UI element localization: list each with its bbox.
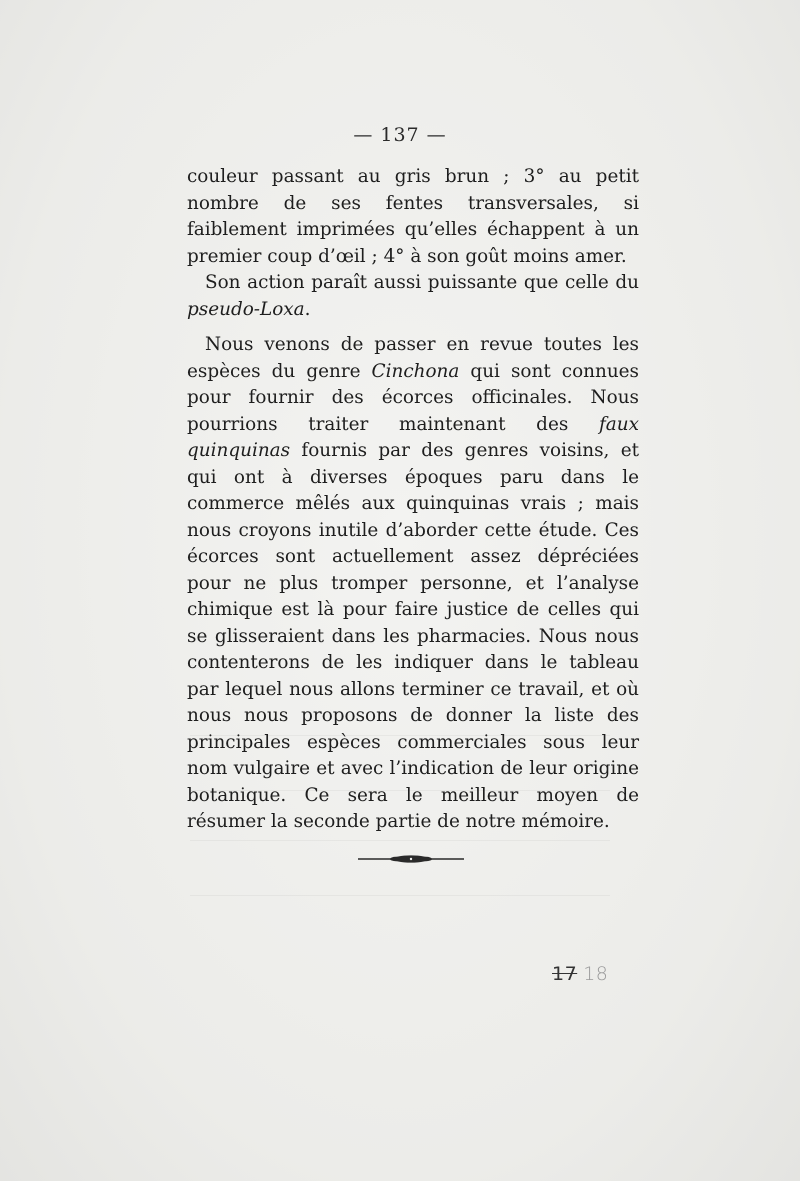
body-text bbox=[187, 164, 639, 836]
page-header-number: — 137 — bbox=[353, 124, 447, 146]
show-through-line bbox=[190, 840, 610, 841]
paragraph-3-italic-genus: Cinchona bbox=[371, 360, 460, 382]
paragraph-3-italic-term: faux quinquinas bbox=[187, 413, 639, 461]
paragraph-2-italic: pseudo-Loxa bbox=[187, 298, 305, 320]
paragraph-3-text-b: qui sont connues pour fournir des écorces officinales. Nous pourrions traiter maintenant des bbox=[187, 360, 639, 435]
struck-folio-number: 17 bbox=[552, 963, 578, 985]
paragraph-3-text-a: Nous venons de passer en revue toutes les espèces du genre bbox=[187, 334, 639, 382]
paragraph-3 bbox=[187, 332, 639, 836]
handwritten-folio-number bbox=[552, 963, 608, 985]
paragraph-1 bbox=[187, 164, 639, 270]
show-through-line bbox=[190, 895, 610, 896]
paragraph-2 bbox=[187, 270, 639, 323]
paragraph-2-text-a: Son action paraît aussi puissante que celle du bbox=[205, 272, 639, 293]
paragraph-3-text-c: fournis par des genres voisins, et qui ont à diverses époques paru dans le commerce mêlés aux quinquinas vrais ; mais nous croyons inutile d’aborder cette étude. Ces écorces sont actuellement assez dépréciées pour ne plus tromper personne, et l’analyse chimique est là pour faire justice de celles qui se glisseraient dans les pharmacies. Nous nous contenterons de les indiquer dans le tableau par lequel nous allons terminer ce travail, et où nous nous proposons de donner la liste des principales espèces commerciales sous leur nom vulgaire et avec l’indication de leur origine botanique. Ce sera le meilleur moyen de résumer la seconde partie de notre mémoire. bbox=[187, 440, 639, 832]
paragraph-2-text-b: . bbox=[304, 298, 311, 320]
pencil-folio-number: 18 bbox=[583, 963, 609, 985]
paragraph-1-text: couleur passant au gris brun ; 3° au petit nombre de ses fentes transversales, si faiblement imprimées qu’elles échappent à un premier coup d’œil ; 4° à son goût moins amer. bbox=[187, 166, 639, 267]
end-ornament bbox=[356, 852, 466, 866]
